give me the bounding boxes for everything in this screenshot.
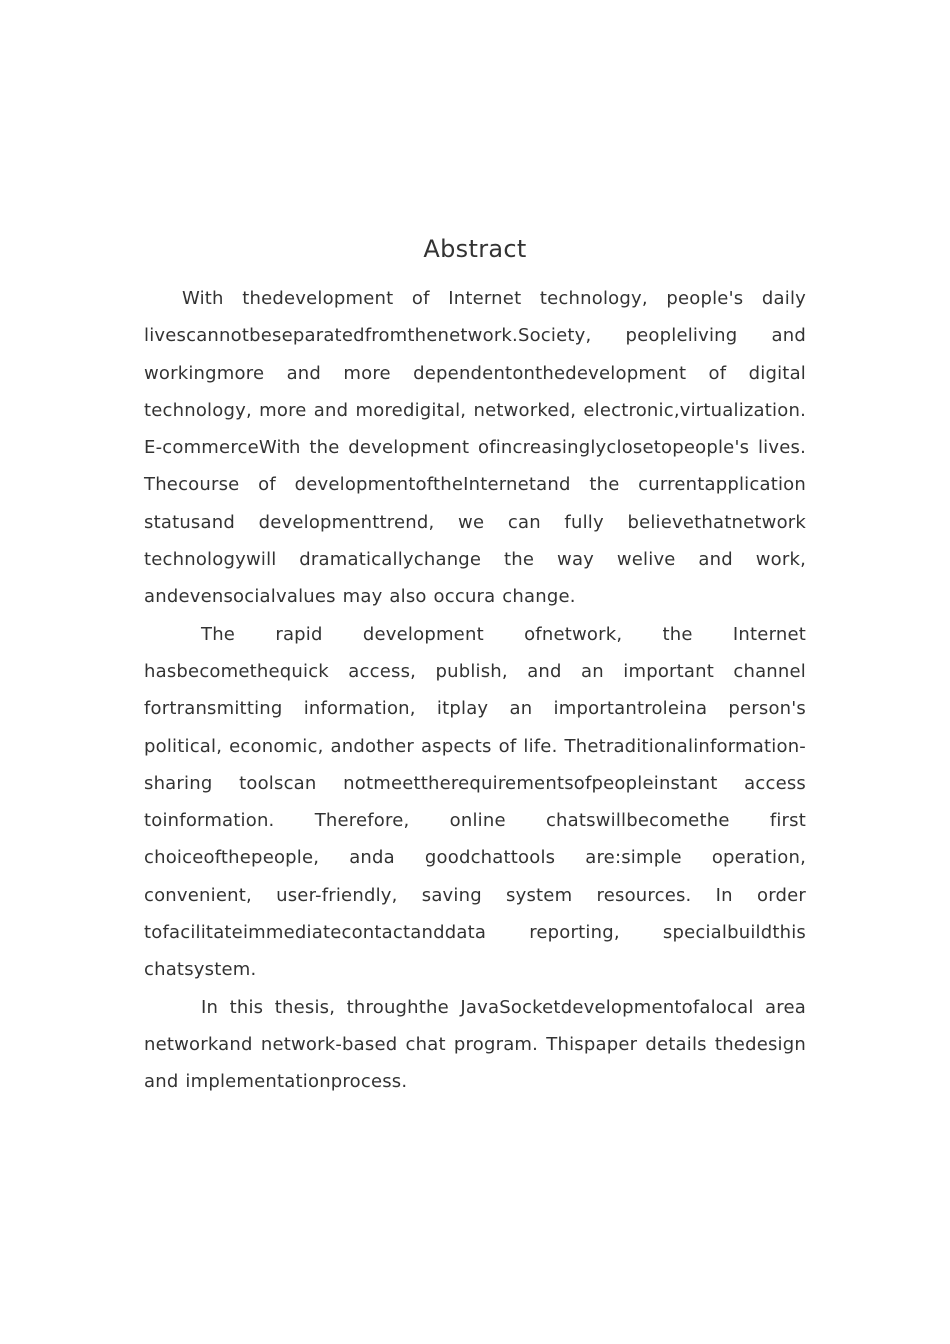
abstract-paragraph-2: The rapid development ofnetwork, the Internet hasbecomethequick access, publish, and an important channel fortransmitting information, itplay an importantroleina person's political, economic, andother aspects of life. Thetraditionalinformation-sharing toolscan notmeettherequirementsofpeopleinstant access toinformation. Therefore, online chatswillbecomethe first choiceofthepeople, anda goodchattools are:simple operation, convenient, user-friendly, saving system resources. In order tofacilitateimmediatecontactanddata reporting, specialbuildthis chatsystem. [144,623,806,981]
abstract-title: Abstract [423,235,527,263]
abstract-paragraph-3: In this thesis, throughthe JavaSocketdevelopmentofalocal area networkand network-based chat program. Thispaper details thedesign and implementationprocess. [144,996,806,1093]
abstract-paragraph-1: With thedevelopment of Internet technology, people's daily livescannotbeseparatedfromthenetwork.Society, peopleliving and workingmore and more dependentonthedevelopment of digital technology, more and moredigital, networked, electronic,virtualization. E-commerceWith the development ofincreasinglyclosetopeople's lives. Thecourse of developmentoftheInternetand the currentapplication statusand developmenttrend, we can fully believethatnetwork technologywill dramaticallychange the way welive and work, andevensocialvalues may also occura change. [144,288,806,608]
abstract-page [144,232,806,1101]
